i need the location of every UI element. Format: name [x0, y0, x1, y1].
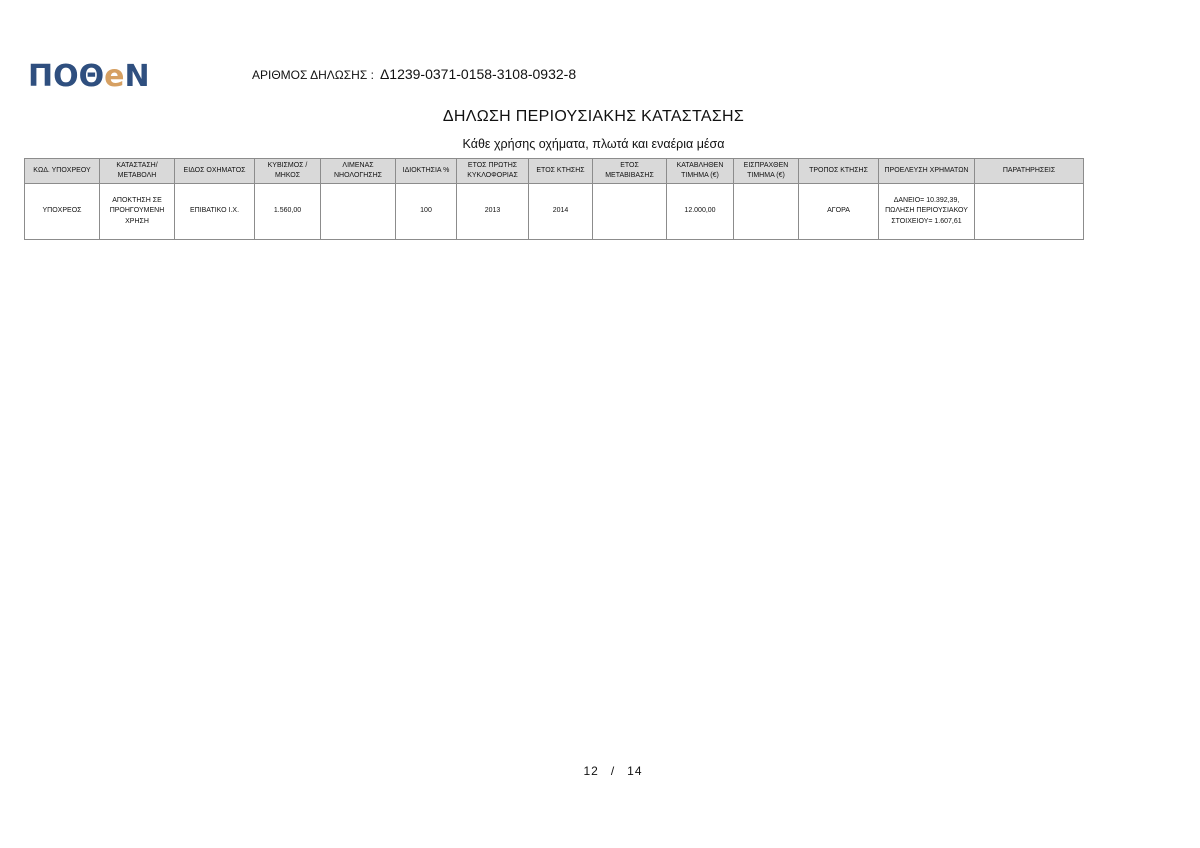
- cell-price-paid: 12.000,00: [667, 184, 734, 240]
- cell-code: ΥΠΟΧΡΕΟΣ: [25, 184, 100, 240]
- cell-port: [321, 184, 396, 240]
- column-header-acquisition-method: ΤΡΟΠΟΣ ΚΤΗΣΗΣ: [799, 159, 879, 184]
- column-header-vehicle-type: ΕΙΔΟΣ ΟΧΗΜΑΤΟΣ: [175, 159, 255, 184]
- column-header-status: ΚΑΤΑΣΤΑΣΗ/ ΜΕΤΑΒΟΛΗ: [100, 159, 175, 184]
- cell-acquisition-year: 2014: [529, 184, 593, 240]
- page-number: [0, 764, 1200, 778]
- cell-vehicle-type: ΕΠΙΒΑΤΙΚΟ Ι.Χ.: [175, 184, 255, 240]
- page-current: 12: [583, 764, 599, 778]
- column-header-code: ΚΩΔ. ΥΠΟΧΡΕΟΥ: [25, 159, 100, 184]
- column-header-first-registration-year: ΕΤΟΣ ΠΡΩΤΗΣ ΚΥΚΛΟΦΟΡΙΑΣ: [457, 159, 529, 184]
- cell-funds-source: ΔΑΝΕΙΟ= 10.392,39, ΠΩΛΗΣΗ ΠΕΡΙΟΥΣΙΑΚΟΥ ΣΤΟΙΧΕΙΟΥ= 1.607,61: [879, 184, 975, 240]
- logo-text-accent: e: [104, 58, 125, 94]
- table-row: [25, 184, 1084, 240]
- column-header-funds-source: ΠΡΟΕΛΕΥΣΗ ΧΡΗΜΑΤΩΝ: [879, 159, 975, 184]
- column-header-acquisition-year: ΕΤΟΣ ΚΤΗΣΗΣ: [529, 159, 593, 184]
- cell-remarks: [975, 184, 1084, 240]
- page-subtitle: Κάθε χρήσης οχήματα, πλωτά και εναέρια μέσα: [462, 137, 725, 151]
- table-header-row: [25, 159, 1084, 184]
- column-header-price-received: ΕΙΣΠΡΑΧΘΕΝ ΤΙΜΗΜΑ (€): [734, 159, 799, 184]
- cell-first-registration-year: 2013: [457, 184, 529, 240]
- column-header-displacement: ΚΥΒΙΣΜΟΣ / ΜΗΚΟΣ: [255, 159, 321, 184]
- declaration-number-line: [252, 66, 576, 82]
- vehicles-table: [24, 158, 1084, 240]
- page-separator: /: [610, 764, 616, 778]
- column-header-price-paid: ΚΑΤΑΒΛΗΘΕΝ ΤΙΜΗΜΑ (€): [667, 159, 734, 184]
- column-header-transfer-year: ΕΤΟΣ ΜΕΤΑΒΙΒΑΣΗΣ: [593, 159, 667, 184]
- logo: [28, 58, 150, 94]
- logo-text-left: ΠΟΘ: [28, 58, 105, 94]
- column-header-remarks: ΠΑΡΑΤΗΡΗΣΕΙΣ: [975, 159, 1084, 184]
- page-total: 14: [627, 764, 643, 778]
- logo-text-right: Ν: [124, 58, 150, 94]
- cell-displacement: 1.560,00: [255, 184, 321, 240]
- column-header-ownership: ΙΔΙΟΚΤΗΣΙΑ %: [396, 159, 457, 184]
- cell-status: ΑΠΟΚΤΗΣΗ ΣΕ ΠΡΟΗΓΟΥΜΕΝΗ ΧΡΗΣΗ: [100, 184, 175, 240]
- cell-price-received: [734, 184, 799, 240]
- page-title: ΔΗΛΩΣΗ ΠΕΡΙΟΥΣΙΑΚΗΣ ΚΑΤΑΣΤΑΣΗΣ: [442, 108, 745, 125]
- column-header-port: ΛΙΜΕΝΑΣ ΝΗΟΛΟΓΗΣΗΣ: [321, 159, 396, 184]
- cell-acquisition-method: ΑΓΟΡΑ: [799, 184, 879, 240]
- cell-transfer-year: [593, 184, 667, 240]
- declaration-number-label: ΑΡΙΘΜΟΣ ΔΗΛΩΣΗΣ :: [252, 68, 374, 82]
- declaration-number-value: Δ1239-0371-0158-3108-0932-8: [379, 66, 577, 82]
- cell-ownership: 100: [396, 184, 457, 240]
